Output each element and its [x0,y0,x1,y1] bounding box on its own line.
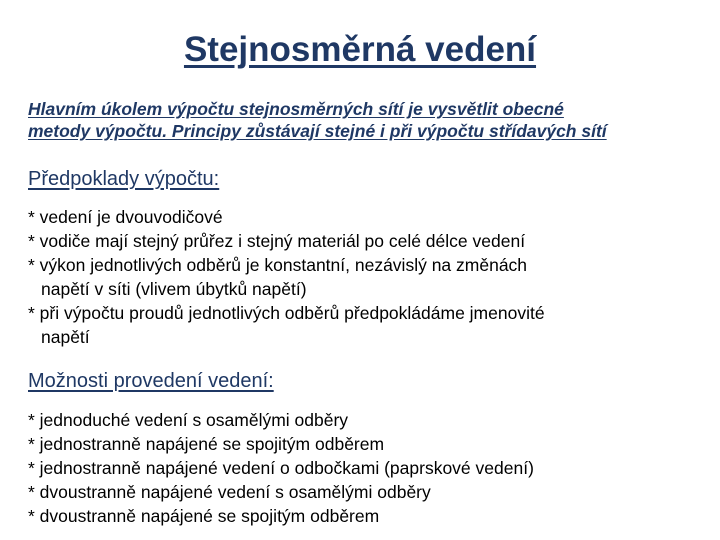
list-item: * dvoustranně napájené vedení s osamělými odběry [28,482,431,502]
section-heading-options: Možnosti provedení vedení: [28,370,274,392]
intro-paragraph [28,98,708,142]
list-item: * při výpočtu proudů jednotlivých odběrů předpokládáme jmenovité [28,303,545,323]
section-heading-assumptions: Předpoklady výpočtu: [28,168,220,190]
page-title: Stejnosměrná vedení [183,30,537,69]
list-item: * vodiče mají stejný průřez i stejný materiál po celé délce vedení [28,231,526,251]
list-item-continuation: napětí [41,327,90,347]
options-list [28,408,708,528]
assumptions-list [28,205,708,349]
list-item: * dvoustranně napájené se spojitým odběrem [28,506,380,526]
intro-line: metody výpočtu. Principy zůstávají stejné i při výpočtu střídavých sítí [28,121,607,141]
list-item: * jednostranně napájené se spojitým odběrem [28,434,385,454]
list-item: * vedení je dvouvodičové [28,207,223,227]
list-item: * jednoduché vedení s osamělými odběry [28,410,349,430]
list-item: * výkon jednotlivých odběrů je konstantní, nezávislý na změnách [28,255,528,275]
list-item-continuation: napětí v síti (vlivem úbytků napětí) [41,279,307,299]
list-item: * jednostranně napájené vedení o odbočkami (paprskové vedení) [28,458,534,478]
intro-line: Hlavním úkolem výpočtu stejnosměrných sítí je vysvětlit obecné [28,99,564,119]
